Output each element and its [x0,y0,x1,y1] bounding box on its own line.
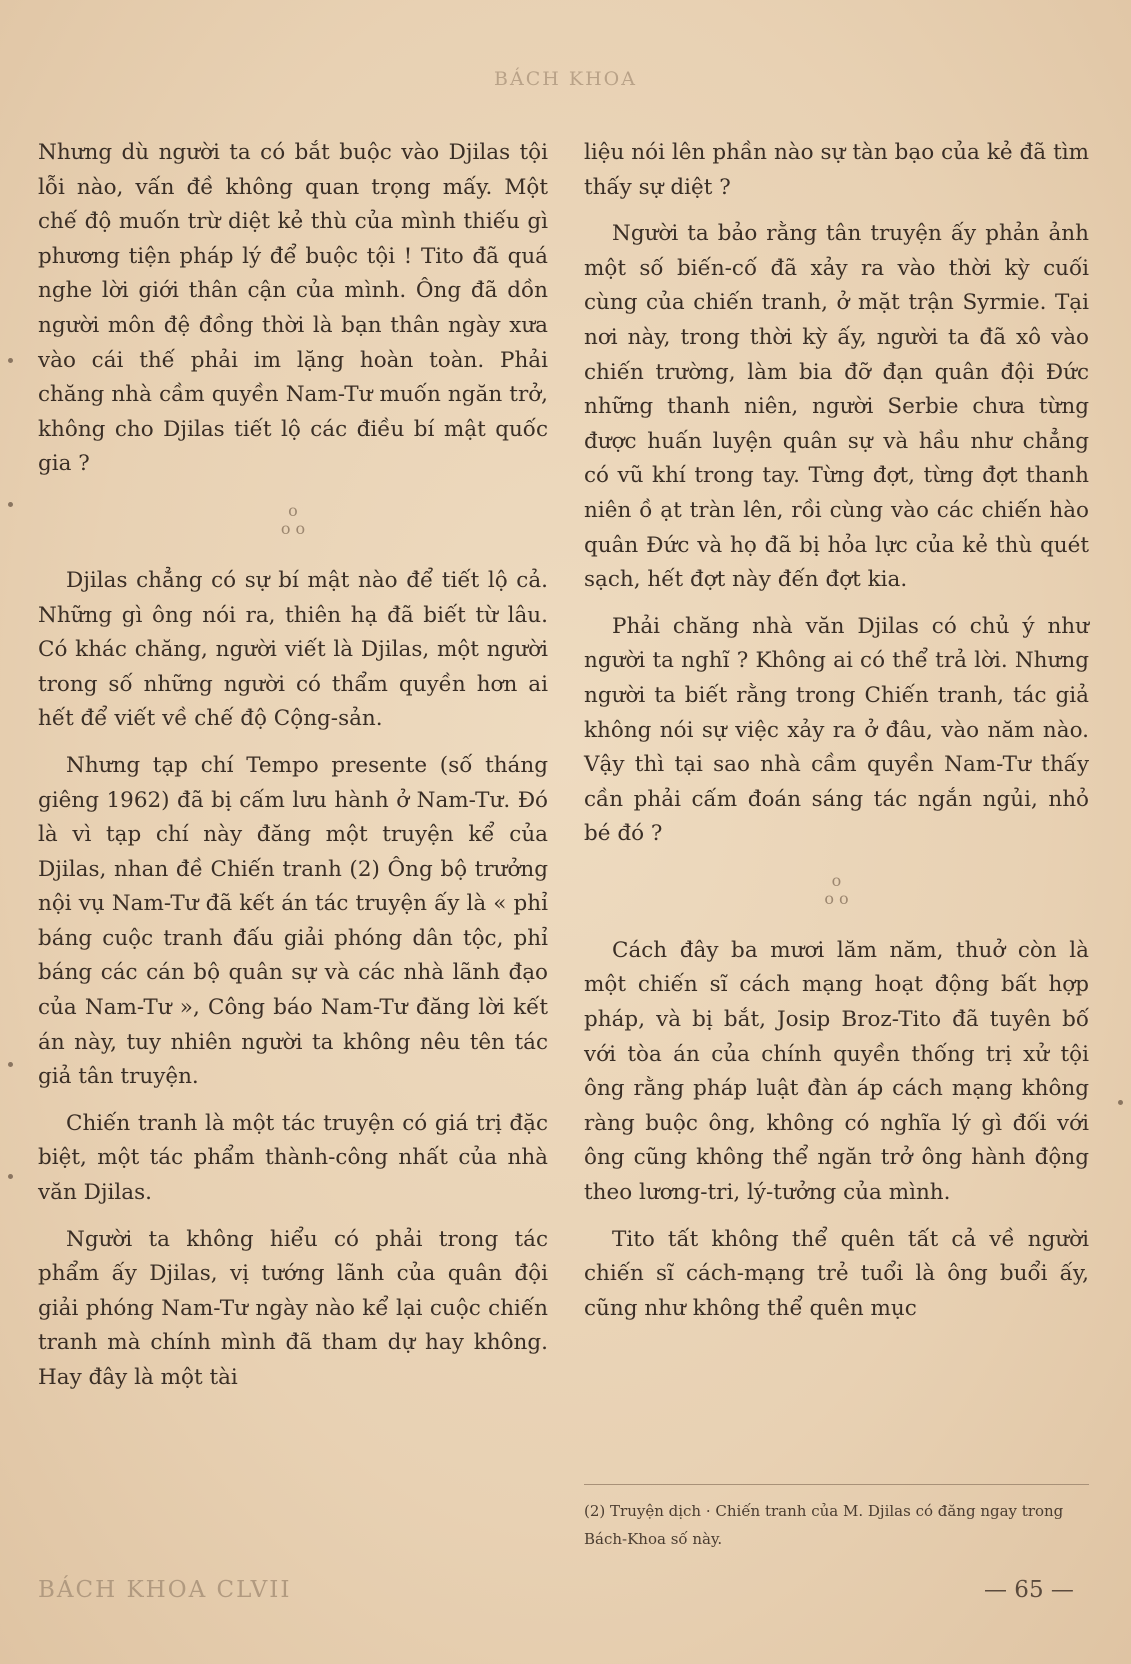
paragraph: Chiến tranh là một tác truyện có giá trị đặc biệt, một tác phẩm thành-công nhất của nhà văn Djilas. [38,1110,548,1206]
publication-footer: BÁCH KHOA CLVII [38,1577,292,1603]
running-head: BÁCH KHOA [494,68,637,90]
section-separator: o o o [824,870,849,908]
section-separator: o o o [280,500,306,538]
paragraph: Nhưng tạp chí Tempo presente (số tháng giêng 1962) đã bị cấm lưu hành ở Nam-Tư. Đó là vì tạp chí này đăng một truyện kể của Djilas, nhan đề Chiến tranh (2) Ông bộ trưởng nội vụ Nam-Tư đã kết án tác truyện ấy là « phỉ báng cuộc tranh đấu giải phóng dân tộc, phỉ báng các cán bộ quân sự và các nhà lãnh đạo của Nam-Tư », Công báo Nam-Tư đăng lời kết án này, tuy nhiên người ta không nêu tên tác giả tân truyện. [38,752,548,1090]
ink-speck [8,502,13,507]
paragraph: liệu nói lên phần nào sự tàn bạo của kẻ đã tìm thấy sự diệt ? [584,140,1089,200]
ink-speck [8,1062,13,1067]
paragraph: Cách đây ba mươi lăm năm, thuở còn là một chiến sĩ cách mạng hoạt động bất hợp pháp, và bị bắt, Josip Broz-Tito đã tuyên bố với tòa án của chính quyền thống trị xử tội ông rằng pháp luật đàn áp cách mạng không ràng buộc ông, không có nghĩa lý gì đối với ông cũng không thể ngăn trở ông hành động theo lương-tri, lý-tưởng của mình. [584,937,1089,1206]
paragraph: Nhưng dù người ta có bắt buộc vào Djilas tội lỗi nào, vấn đề không quan trọng mấy. Một chế độ muốn trừ diệt kẻ thù của mình thiếu gì phương tiện pháp lý để buộc tội ! Tito đã quá nghe lời giới thân cận của mình. Ông đã dồn người môn đệ đồng thời là bạn thân ngày xưa vào cái thế phải im lặng hoàn toàn. Phải chăng nhà cầm quyền Nam-Tư muốn ngăn trở, không cho Djilas tiết lộ các điều bí mật quốc gia ? [38,140,548,477]
paragraph: Tito tất không thể quên tất cả về người chiến sĩ cách-mạng trẻ tuổi là ông buổi ấy, cũng như không thể quên mục [584,1226,1089,1321]
paragraph: Người ta không hiểu có phải trong tác phẩm ấy Djilas, vị tướng lãnh của quân đội giải phóng Nam-Tư ngày nào kể lại cuộc chiến tranh mà chính mình đã tham dự hay không. Hay đây là một tài [38,1226,548,1390]
left-column [38,136,548,1408]
page-number: — 65 — [984,1577,1074,1603]
footnote: (2) Truyện dịch · Chiến tranh của M. Djilas có đăng ngay trong Bách-Khoa số này. [584,1484,1089,1553]
ink-speck [1118,1100,1123,1105]
ink-speck [8,1174,13,1179]
paragraph: Phải chăng nhà văn Djilas có chủ ý như người ta nghĩ ? Không ai có thể trả lời. Nhưng người ta biết rằng trong Chiến tranh, tác giả không nói sự việc xảy ra ở đâu, vào năm nào. Vậy thì tại sao nhà cầm quyền Nam-Tư thấy cần phải cấm đoán sáng tác ngắn ngủi, nhỏ bé đó ? [584,613,1089,847]
paragraph: Người ta bảo rằng tân truyện ấy phản ảnh một số biến-cố đã xảy ra vào thời kỳ cuối cùng của chiến tranh, ở mặt trận Syrmie. Tại nơi này, trong thời kỳ ấy, người ta đã xô vào chiến trường, làm bia đỡ đạn quân đội Đức những thanh niên, người Serbie chưa từng được huấn luyện quân sự và hầu như chẳng có vũ khí trong tay. Từng đợt, từng đợt thanh niên ồ ạt tràn lên, rồi cùng vào các chiến hào quân Đức và họ đã bị hỏa lực của kẻ thù quét sạch, hết đợt này đến đợt kia. [584,221,1089,593]
ink-speck [8,358,13,363]
right-column [584,136,1089,1338]
paragraph: Djilas chẳng có sự bí mật nào để tiết lộ cả. Những gì ông nói ra, thiên hạ đã biết từ lâu. Có khác chăng, người viết là Djilas, một người trong số những người có thẩm quyền hơn ai hết để viết về chế độ Cộng-sản. [38,567,548,732]
